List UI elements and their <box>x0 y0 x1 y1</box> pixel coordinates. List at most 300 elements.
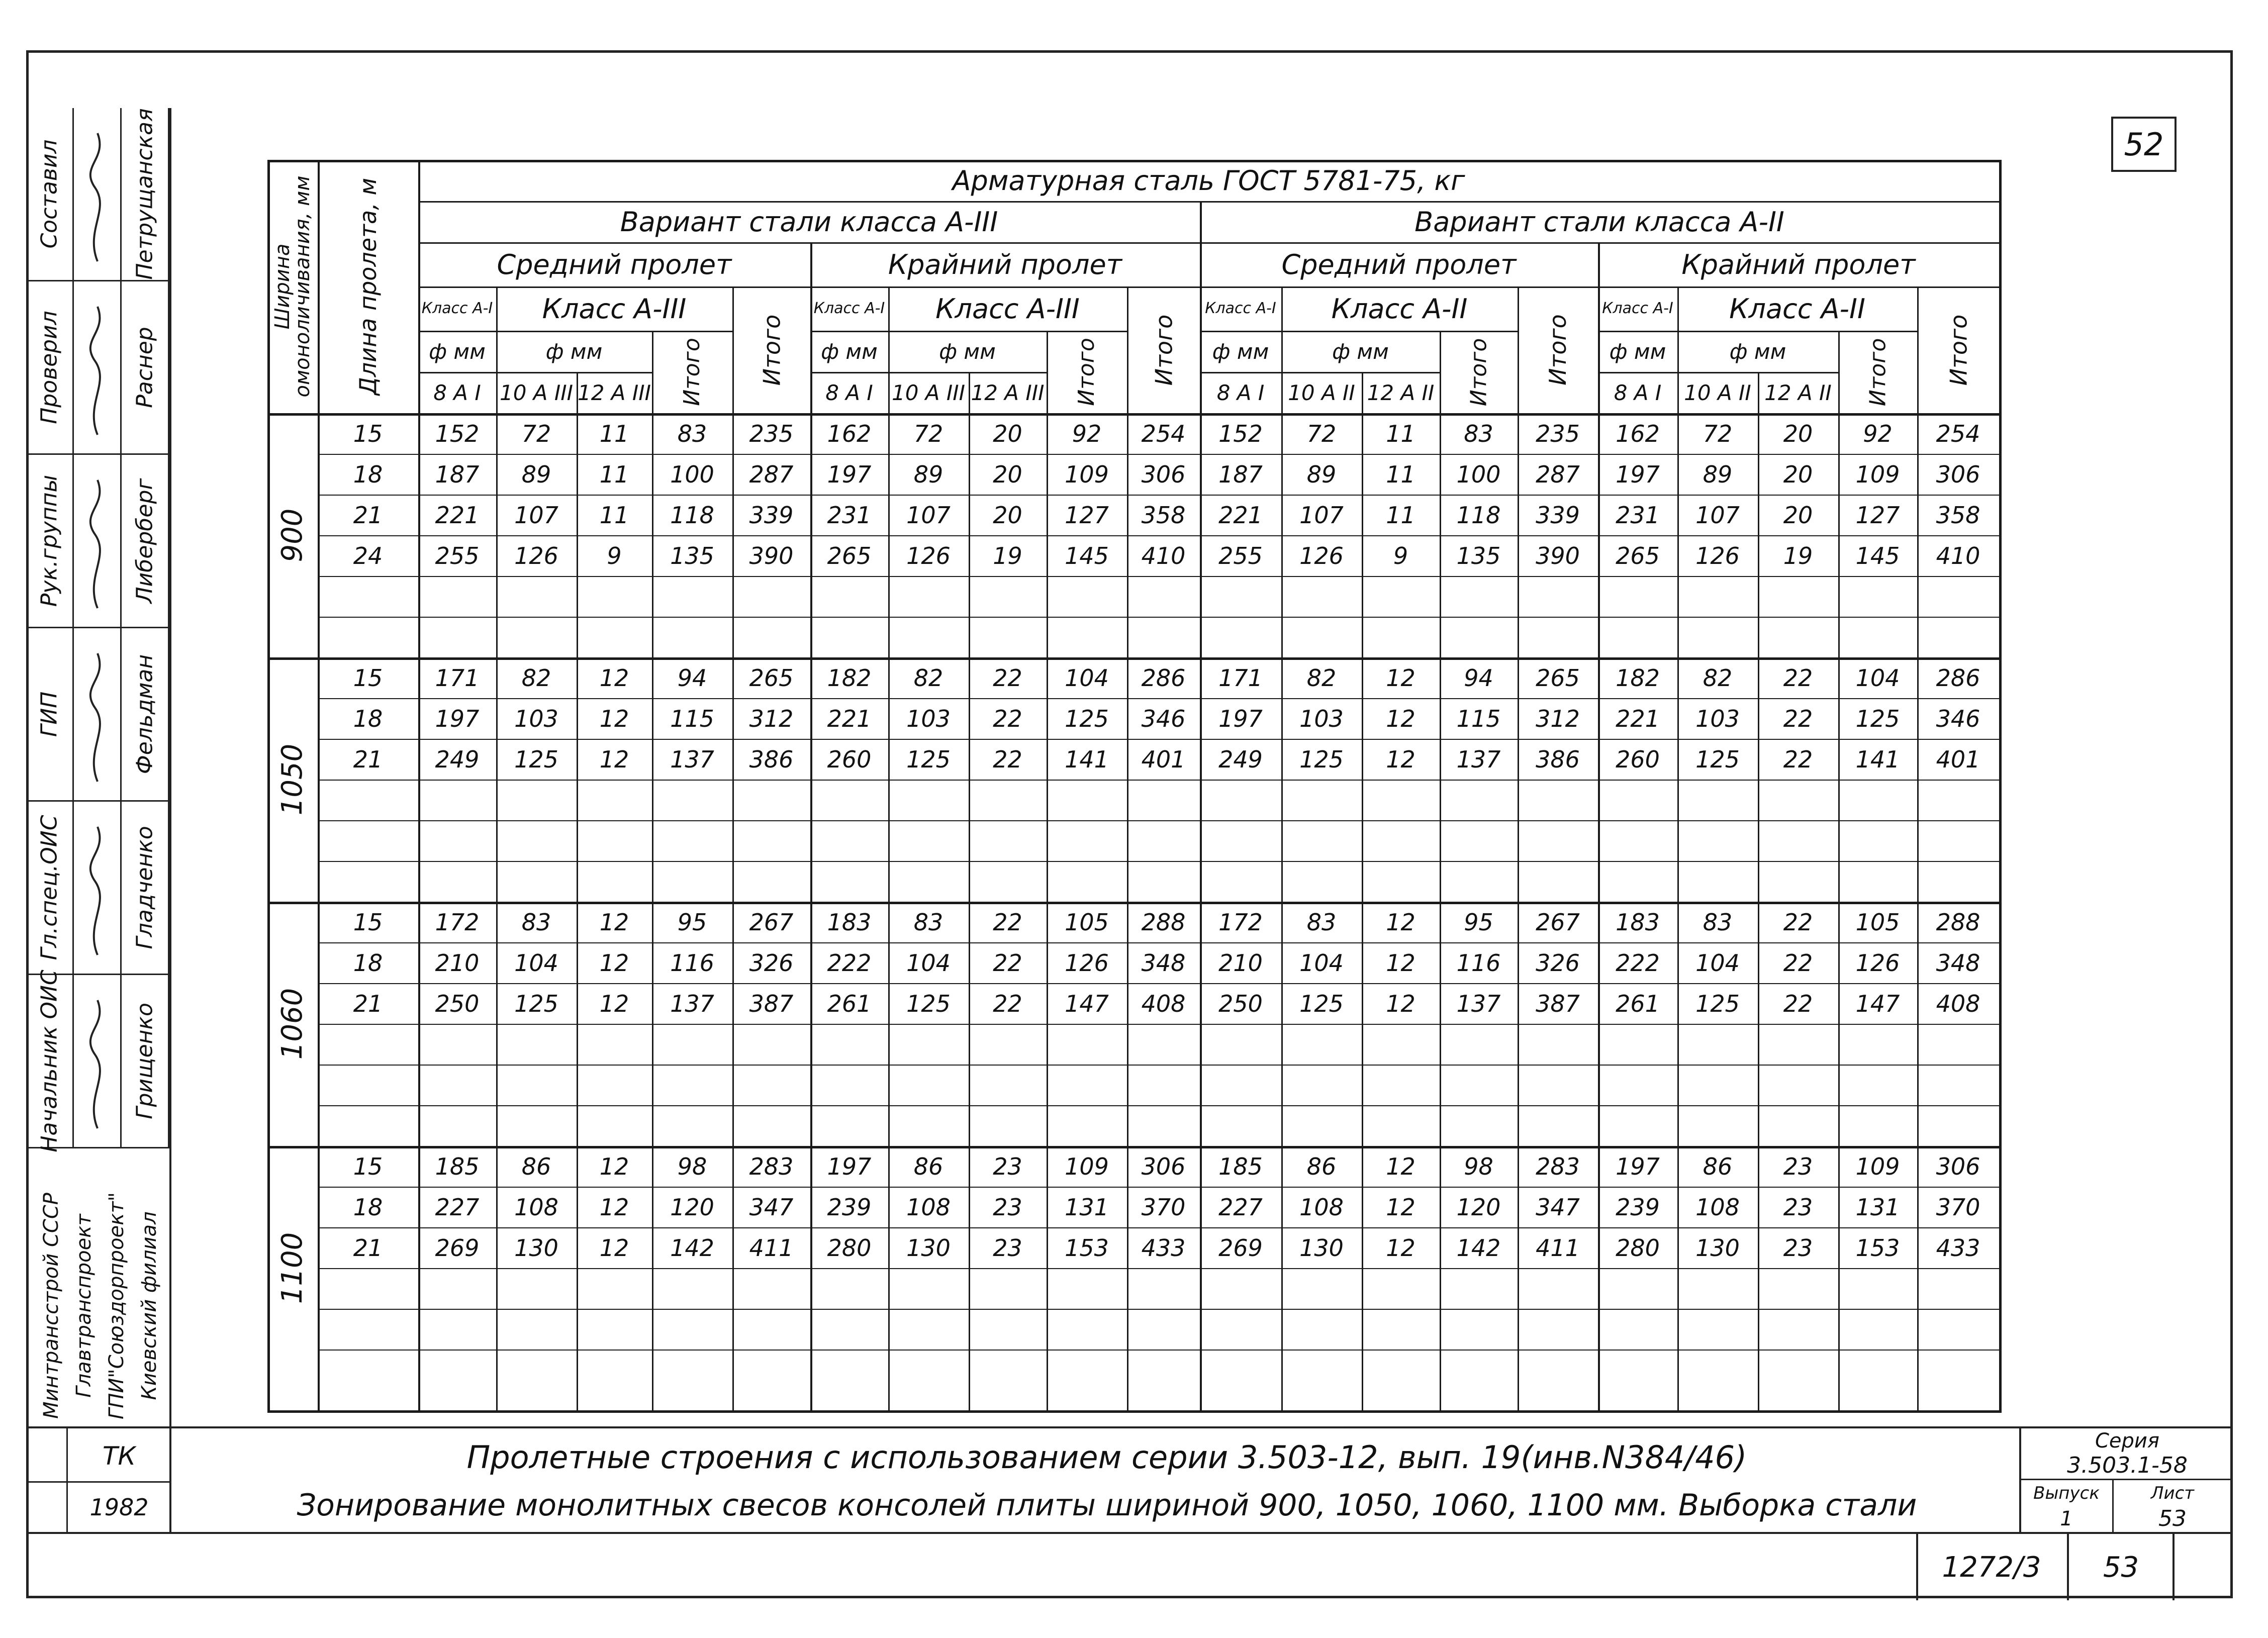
steel-mass-cell: 12 <box>599 1152 629 1180</box>
title-block <box>26 1426 2233 1534</box>
sign-off-row <box>26 455 169 628</box>
series-value: 3.503.1-58 <box>2067 1452 2188 1478</box>
handwritten-signature <box>75 990 120 1133</box>
steel-mass-cell: 135 <box>670 542 714 569</box>
organization-line: Главтранспроект <box>72 1213 96 1398</box>
steel-mass-cell: 126 <box>1855 949 1900 977</box>
row-rule <box>318 1350 1999 1351</box>
steel-mass-cell: 410 <box>1141 542 1186 569</box>
title-line-1: Пролетные строения с использованием серии 3.503-12, вып. 19(инв.N384/46) <box>466 1439 1747 1476</box>
sign-off-name: Либерберг <box>132 478 158 604</box>
steel-mass-cell: 12 <box>599 1193 629 1221</box>
sign-off-name: Гладченко <box>132 826 158 949</box>
steel-mass-cell: 187 <box>1218 460 1263 488</box>
steel-mass-cell: 12 <box>599 1234 629 1262</box>
steel-mass-cell: 182 <box>1616 664 1660 692</box>
phi-mm-header: ф мм <box>1609 339 1666 364</box>
steel-mass-cell: 142 <box>670 1234 714 1262</box>
steel-mass-cell: 98 <box>1464 1152 1493 1180</box>
issue-label: Выпуск <box>2033 1483 2100 1503</box>
title-line-2: Зонирование монолитных свесов консолей плиты шириной 900, 1050, 1060, 1100 мм. Выборка стали <box>297 1487 1917 1523</box>
steel-mass-cell: 287 <box>749 460 794 488</box>
steel-mass-cell: 82 <box>1306 664 1337 692</box>
series-label: Серия <box>2095 1429 2159 1453</box>
steel-mass-cell: 280 <box>827 1234 872 1262</box>
steel-mass-cell: 182 <box>827 664 872 692</box>
steel-mass-cell: 115 <box>1456 705 1501 732</box>
steel-mass-cell: 11 <box>599 420 629 447</box>
steel-mass-cell: 12 <box>599 705 629 732</box>
steel-mass-cell: 141 <box>1065 745 1109 773</box>
steel-mass-cell: 197 <box>1616 460 1660 488</box>
steel-mass-cell: 20 <box>993 420 1022 447</box>
steel-mass-cell: 387 <box>1536 990 1580 1017</box>
steel-mass-cell: 94 <box>1464 664 1493 692</box>
steel-mass-cell: 103 <box>1695 705 1740 732</box>
steel-mass-cell: 433 <box>1936 1234 1980 1262</box>
steel-mass-cell: 115 <box>670 705 714 732</box>
steel-mass-cell: 125 <box>906 745 951 773</box>
sign-off-role-cell <box>26 802 74 974</box>
steel-mass-cell: 105 <box>1855 908 1900 936</box>
steel-mass-cell: 107 <box>906 501 951 529</box>
steel-mass-cell: 125 <box>1299 745 1344 773</box>
mid-span-header-a2: Средний пролет <box>1281 248 1517 280</box>
row-rule <box>318 780 1999 781</box>
steel-mass-cell: 22 <box>993 705 1022 732</box>
footer-sheet-number: 53 <box>2103 1551 2139 1584</box>
sign-off-name: Петрущанская <box>132 108 158 280</box>
steel-mass-cell: 82 <box>913 664 943 692</box>
steel-mass-cell: 104 <box>514 949 558 977</box>
steel-mass-cell: 12 <box>1386 1152 1415 1180</box>
steel-mass-cell: 265 <box>1536 664 1580 692</box>
row-rule <box>318 617 1999 618</box>
subtotal-header: Итого <box>1465 338 1491 406</box>
steel-mass-cell: 231 <box>827 501 872 529</box>
steel-mass-cell: 104 <box>1855 664 1900 692</box>
steel-mass-cell: 125 <box>1695 745 1740 773</box>
phi-mm-header: ф мм <box>1212 339 1269 364</box>
steel-mass-cell: 103 <box>514 705 558 732</box>
steel-mass-cell: 390 <box>749 542 794 569</box>
sign-off-role: Начальник ОИС <box>36 970 62 1152</box>
steel-mass-cell: 222 <box>1616 949 1660 977</box>
end-span-header-a2: Крайний пролет <box>1681 248 1916 280</box>
class-a3-header: Класс А-III <box>935 293 1080 325</box>
steel-mass-cell: 83 <box>913 908 943 936</box>
steel-mass-cell: 346 <box>1936 705 1980 732</box>
sign-off-row <box>26 970 169 1152</box>
steel-mass-cell: 339 <box>1536 501 1580 529</box>
total-header: Итого <box>1150 314 1177 386</box>
steel-mass-cell: 267 <box>1536 908 1580 936</box>
steel-mass-cell: 358 <box>1936 501 1980 529</box>
steel-mass-cell: 162 <box>1616 420 1660 447</box>
handwritten-signature <box>75 123 120 266</box>
steel-mass-cell: 89 <box>1703 460 1733 488</box>
steel-mass-cell: 20 <box>993 460 1022 488</box>
steel-mass-cell: 22 <box>1783 705 1813 732</box>
steel-mass-cell: 348 <box>1936 949 1980 977</box>
steel-mass-cell: 255 <box>1218 542 1263 569</box>
diameter-subheader: 8 А I <box>1614 380 1662 405</box>
length-header: Длина пролета, м <box>354 177 382 396</box>
steel-mass-cell: 141 <box>1855 745 1900 773</box>
steel-mass-cell: 107 <box>514 501 558 529</box>
total-header: Итого <box>1944 314 1972 386</box>
subtotal-header: Итого <box>1864 338 1891 406</box>
steel-mass-cell: 116 <box>1456 949 1501 977</box>
signature-cell <box>74 628 122 800</box>
steel-mass-cell: 95 <box>677 908 707 936</box>
steel-mass-cell: 142 <box>1456 1234 1501 1262</box>
steel-mass-cell: 12 <box>1386 705 1415 732</box>
row-rule <box>318 861 1999 862</box>
steel-mass-cell: 72 <box>913 420 943 447</box>
steel-mass-cell: 411 <box>1536 1234 1580 1262</box>
steel-mass-cell: 83 <box>1703 908 1733 936</box>
total-header: Итого <box>758 314 785 386</box>
handwritten-signature <box>75 297 120 440</box>
steel-mass-cell: 89 <box>521 460 551 488</box>
steel-mass-cell: 22 <box>993 745 1022 773</box>
steel-mass-cell: 147 <box>1855 990 1900 1017</box>
steel-mass-cell: 109 <box>1065 1152 1109 1180</box>
steel-mass-cell: 125 <box>1065 705 1109 732</box>
organization-line: Киевский филиал <box>138 1211 161 1400</box>
steel-mass-cell: 11 <box>599 460 629 488</box>
diameter-subheader: 10 А III <box>499 380 574 405</box>
steel-mass-cell: 283 <box>1536 1152 1580 1180</box>
sign-off-column <box>26 108 171 1463</box>
steel-mass-cell: 82 <box>1703 664 1733 692</box>
steel-mass-cell: 125 <box>514 990 558 1017</box>
steel-mass-cell: 105 <box>1065 908 1109 936</box>
steel-mass-cell: 92 <box>1863 420 1893 447</box>
steel-mass-cell: 9 <box>1393 542 1408 569</box>
steel-mass-cell: 98 <box>677 1152 707 1180</box>
steel-mass-cell: 370 <box>1936 1193 1980 1221</box>
steel-mass-cell: 109 <box>1065 460 1109 488</box>
steel-mass-cell: 107 <box>1299 501 1344 529</box>
signature-cell <box>74 975 122 1147</box>
organization-line: Минтрансстрой СССР <box>40 1192 63 1419</box>
steel-mass-cell: 261 <box>1616 990 1660 1017</box>
steel-mass-cell: 11 <box>599 501 629 529</box>
steel-mass-cell: 22 <box>993 664 1022 692</box>
width-value: 1100 <box>276 1232 309 1304</box>
steel-mass-cell: 227 <box>1218 1193 1263 1221</box>
steel-mass-cell: 20 <box>993 501 1022 529</box>
row-rule <box>318 1309 1999 1310</box>
steel-mass-cell: 12 <box>1386 990 1415 1017</box>
steel-mass-cell: 12 <box>1386 949 1415 977</box>
span-length-cell: 15 <box>353 908 383 936</box>
steel-mass-cell: 231 <box>1616 501 1660 529</box>
steel-mass-cell: 116 <box>670 949 714 977</box>
steel-mass-cell: 104 <box>1299 949 1344 977</box>
handwritten-signature <box>75 643 120 787</box>
steel-mass-cell: 221 <box>435 501 480 529</box>
steel-mass-cell: 130 <box>514 1234 558 1262</box>
issue-value: 1 <box>2060 1507 2073 1530</box>
steel-mass-cell: 104 <box>1065 664 1109 692</box>
steel-mass-cell: 235 <box>1536 420 1580 447</box>
steel-mass-cell: 125 <box>514 745 558 773</box>
steel-mass-cell: 83 <box>677 420 707 447</box>
steel-mass-cell: 153 <box>1855 1234 1900 1262</box>
signature-cell <box>74 802 122 974</box>
steel-mass-cell: 221 <box>1218 501 1263 529</box>
width-header: Ширина омоноличивания, мм <box>271 175 314 398</box>
span-length-cell: 24 <box>353 542 383 569</box>
steel-mass-cell: 306 <box>1936 1152 1980 1180</box>
steel-mass-cell: 12 <box>599 949 629 977</box>
steel-mass-cell: 326 <box>749 949 794 977</box>
phi-mm-header: ф мм <box>821 339 878 364</box>
row-rule <box>318 1105 1999 1106</box>
steel-mass-cell: 19 <box>1783 542 1813 569</box>
steel-mass-cell: 172 <box>1218 908 1263 936</box>
steel-mass-cell: 227 <box>435 1193 480 1221</box>
steel-mass-cell: 125 <box>906 990 951 1017</box>
diameter-subheader: 8 А I <box>433 380 481 405</box>
steel-mass-cell: 12 <box>599 745 629 773</box>
steel-mass-cell: 239 <box>1616 1193 1660 1221</box>
steel-mass-cell: 260 <box>827 745 872 773</box>
sign-off-row <box>26 108 169 281</box>
steel-mass-cell: 103 <box>1299 705 1344 732</box>
steel-mass-cell: 222 <box>827 949 872 977</box>
steel-mass-cell: 12 <box>1386 664 1415 692</box>
page-number: 52 <box>2111 117 2177 172</box>
diameter-subheader: 8 А I <box>825 380 873 405</box>
organization-line: ГПИ"Союздорпроект" <box>105 1192 128 1419</box>
steel-mass-cell: 286 <box>1936 664 1980 692</box>
signature-cell <box>74 281 122 453</box>
steel-mass-cell: 83 <box>1306 908 1337 936</box>
steel-mass-cell: 83 <box>521 908 551 936</box>
steel-mass-cell: 410 <box>1936 542 1980 569</box>
steel-mass-cell: 83 <box>1464 420 1493 447</box>
sign-off-row <box>26 281 169 455</box>
subtotal-header: Итого <box>1074 338 1099 406</box>
steel-mass-cell: 171 <box>435 664 480 692</box>
diameter-subheader: 8 А I <box>1216 380 1265 405</box>
span-length-cell: 15 <box>353 1152 383 1180</box>
steel-mass-cell: 118 <box>670 501 714 529</box>
steel-mass-cell: 306 <box>1936 460 1980 488</box>
span-length-cell: 18 <box>353 705 383 732</box>
steel-mass-cell: 23 <box>993 1234 1022 1262</box>
steel-mass-cell: 221 <box>827 705 872 732</box>
span-length-cell: 21 <box>353 501 383 529</box>
steel-mass-cell: 197 <box>1218 705 1263 732</box>
steel-mass-cell: 221 <box>1616 705 1660 732</box>
steel-mass-cell: 126 <box>1695 542 1740 569</box>
steel-mass-cell: 23 <box>1783 1152 1813 1180</box>
sign-off-name-cell <box>122 281 169 453</box>
sign-off-role-cell <box>26 108 74 280</box>
steel-mass-cell: 265 <box>1616 542 1660 569</box>
steel-mass-cell: 280 <box>1616 1234 1660 1262</box>
steel-mass-cell: 286 <box>1141 664 1186 692</box>
signature-cell <box>74 455 122 627</box>
span-length-cell: 15 <box>353 420 383 447</box>
steel-mass-cell: 131 <box>1855 1193 1900 1221</box>
span-length-cell: 21 <box>353 745 383 773</box>
sign-off-row <box>26 628 169 802</box>
steel-mass-cell: 411 <box>749 1234 794 1262</box>
steel-mass-cell: 269 <box>1218 1234 1263 1262</box>
steel-mass-cell: 152 <box>1218 420 1263 447</box>
steel-mass-cell: 347 <box>1536 1193 1580 1221</box>
handwritten-signature <box>75 470 120 613</box>
steel-mass-cell: 127 <box>1065 501 1109 529</box>
steel-mass-cell: 288 <box>1936 908 1980 936</box>
sheet-value: 53 <box>2158 1506 2187 1531</box>
class-a1-header: Класс А-I <box>1205 300 1276 317</box>
steel-mass-cell: 11 <box>1386 420 1415 447</box>
sheet-label: Лист <box>2150 1483 2195 1503</box>
steel-mass-cell: 433 <box>1141 1234 1186 1262</box>
steel-mass-cell: 250 <box>435 990 480 1017</box>
steel-mass-cell: 125 <box>1855 705 1900 732</box>
steel-mass-cell: 104 <box>1695 949 1740 977</box>
diameter-subheader: 12 А II <box>1764 380 1832 405</box>
steel-mass-cell: 197 <box>827 460 872 488</box>
class-a2-header: Класс А-II <box>1729 293 1865 325</box>
sign-off-name: Грищенко <box>132 1003 158 1119</box>
span-length-cell: 21 <box>353 990 383 1017</box>
steel-mass-cell: 265 <box>749 664 794 692</box>
steel-mass-cell: 22 <box>1783 990 1813 1017</box>
phi-mm-header: ф мм <box>1729 339 1786 364</box>
class-a1-header: Класс А-I <box>813 300 885 317</box>
steel-mass-cell: 100 <box>1456 460 1501 488</box>
phi-mm-header: ф мм <box>1332 339 1389 364</box>
steel-mass-cell: 19 <box>993 542 1022 569</box>
steel-mass-cell: 12 <box>1386 1193 1415 1221</box>
sign-off-role-cell <box>26 970 74 1152</box>
width-value: 900 <box>276 508 309 562</box>
steel-mass-cell: 260 <box>1616 745 1660 773</box>
steel-mass-cell: 306 <box>1141 1152 1186 1180</box>
handwritten-signature <box>75 817 120 960</box>
width-value: 1060 <box>276 988 309 1060</box>
steel-mass-cell: 82 <box>521 664 551 692</box>
width-value: 1050 <box>276 743 309 816</box>
steel-mass-cell: 72 <box>521 420 551 447</box>
steel-mass-cell: 239 <box>827 1193 872 1221</box>
steel-mass-cell: 137 <box>670 990 714 1017</box>
sign-off-role-cell <box>26 455 74 627</box>
steel-mass-cell: 130 <box>1299 1234 1344 1262</box>
steel-mass-cell: 131 <box>1065 1193 1109 1221</box>
span-length-cell: 18 <box>353 949 383 977</box>
class-a1-header: Класс А-I <box>1602 300 1673 317</box>
steel-mass-cell: 326 <box>1536 949 1580 977</box>
steel-mass-cell: 185 <box>435 1152 480 1180</box>
span-length-cell: 21 <box>353 1234 383 1262</box>
tk-label: ТК <box>102 1441 136 1471</box>
phi-mm-header: ф мм <box>429 339 486 364</box>
row-rule <box>318 1065 1999 1066</box>
total-header: Итого <box>1544 314 1571 386</box>
steel-mass-cell: 283 <box>749 1152 794 1180</box>
steel-mass-cell: 235 <box>749 420 794 447</box>
table-outer-bottom <box>267 1410 1999 1413</box>
diameter-subheader: 12 А III <box>577 380 651 405</box>
steel-mass-cell: 89 <box>913 460 943 488</box>
steel-mass-cell: 408 <box>1936 990 1980 1017</box>
steel-mass-cell: 306 <box>1141 460 1186 488</box>
steel-mass-cell: 265 <box>827 542 872 569</box>
steel-mass-cell: 162 <box>827 420 872 447</box>
signature-cell <box>74 108 122 280</box>
steel-mass-cell: 94 <box>677 664 707 692</box>
steel-mass-cell: 23 <box>993 1152 1022 1180</box>
steel-mass-cell: 108 <box>514 1193 558 1221</box>
mid-span-header-a3: Средний пролет <box>497 248 732 280</box>
steel-mass-cell: 89 <box>1306 460 1337 488</box>
steel-mass-cell: 108 <box>1695 1193 1740 1221</box>
steel-mass-cell: 12 <box>599 664 629 692</box>
steel-mass-cell: 22 <box>1783 745 1813 773</box>
steel-mass-cell: 95 <box>1464 908 1493 936</box>
steel-mass-cell: 249 <box>435 745 480 773</box>
steel-mass-cell: 11 <box>1386 501 1415 529</box>
steel-mass-cell: 72 <box>1306 420 1337 447</box>
steel-mass-cell: 287 <box>1536 460 1580 488</box>
class-a2-header: Класс А-II <box>1331 293 1468 325</box>
sign-off-name-cell <box>122 802 169 974</box>
steel-mass-cell: 130 <box>1695 1234 1740 1262</box>
steel-mass-cell: 183 <box>827 908 872 936</box>
span-length-cell: 18 <box>353 1193 383 1221</box>
steel-mass-cell: 9 <box>607 542 622 569</box>
steel-mass-cell: 347 <box>749 1193 794 1221</box>
steel-mass-cell: 118 <box>1456 501 1501 529</box>
steel-mass-cell: 22 <box>993 949 1022 977</box>
steel-mass-cell: 86 <box>1306 1152 1337 1180</box>
steel-mass-cell: 22 <box>1783 664 1813 692</box>
sign-off-name-cell <box>122 108 169 280</box>
steel-mass-cell: 12 <box>1386 908 1415 936</box>
year-label: 1982 <box>89 1494 149 1521</box>
steel-mass-cell: 22 <box>1783 908 1813 936</box>
sign-off-name-cell <box>122 628 169 800</box>
steel-mass-cell: 22 <box>993 908 1022 936</box>
steel-mass-cell: 23 <box>1783 1193 1813 1221</box>
steel-mass-cell: 145 <box>1065 542 1109 569</box>
end-span-header-a3: Крайний пролет <box>888 248 1122 280</box>
row-rule <box>318 1268 1999 1269</box>
steel-mass-cell: 401 <box>1936 745 1980 773</box>
steel-mass-cell: 109 <box>1855 460 1900 488</box>
steel-mass-cell: 249 <box>1218 745 1263 773</box>
steel-mass-cell: 183 <box>1616 908 1660 936</box>
steel-mass-cell: 152 <box>435 420 480 447</box>
steel-mass-cell: 125 <box>1299 990 1344 1017</box>
steel-mass-cell: 171 <box>1218 664 1263 692</box>
class-a1-header: Класс А-I <box>421 300 493 317</box>
sign-off-role: ГИП <box>36 691 62 737</box>
steel-mass-cell: 386 <box>1536 745 1580 773</box>
diameter-subheader: 12 А II <box>1367 380 1435 405</box>
steel-mass-cell: 125 <box>1695 990 1740 1017</box>
